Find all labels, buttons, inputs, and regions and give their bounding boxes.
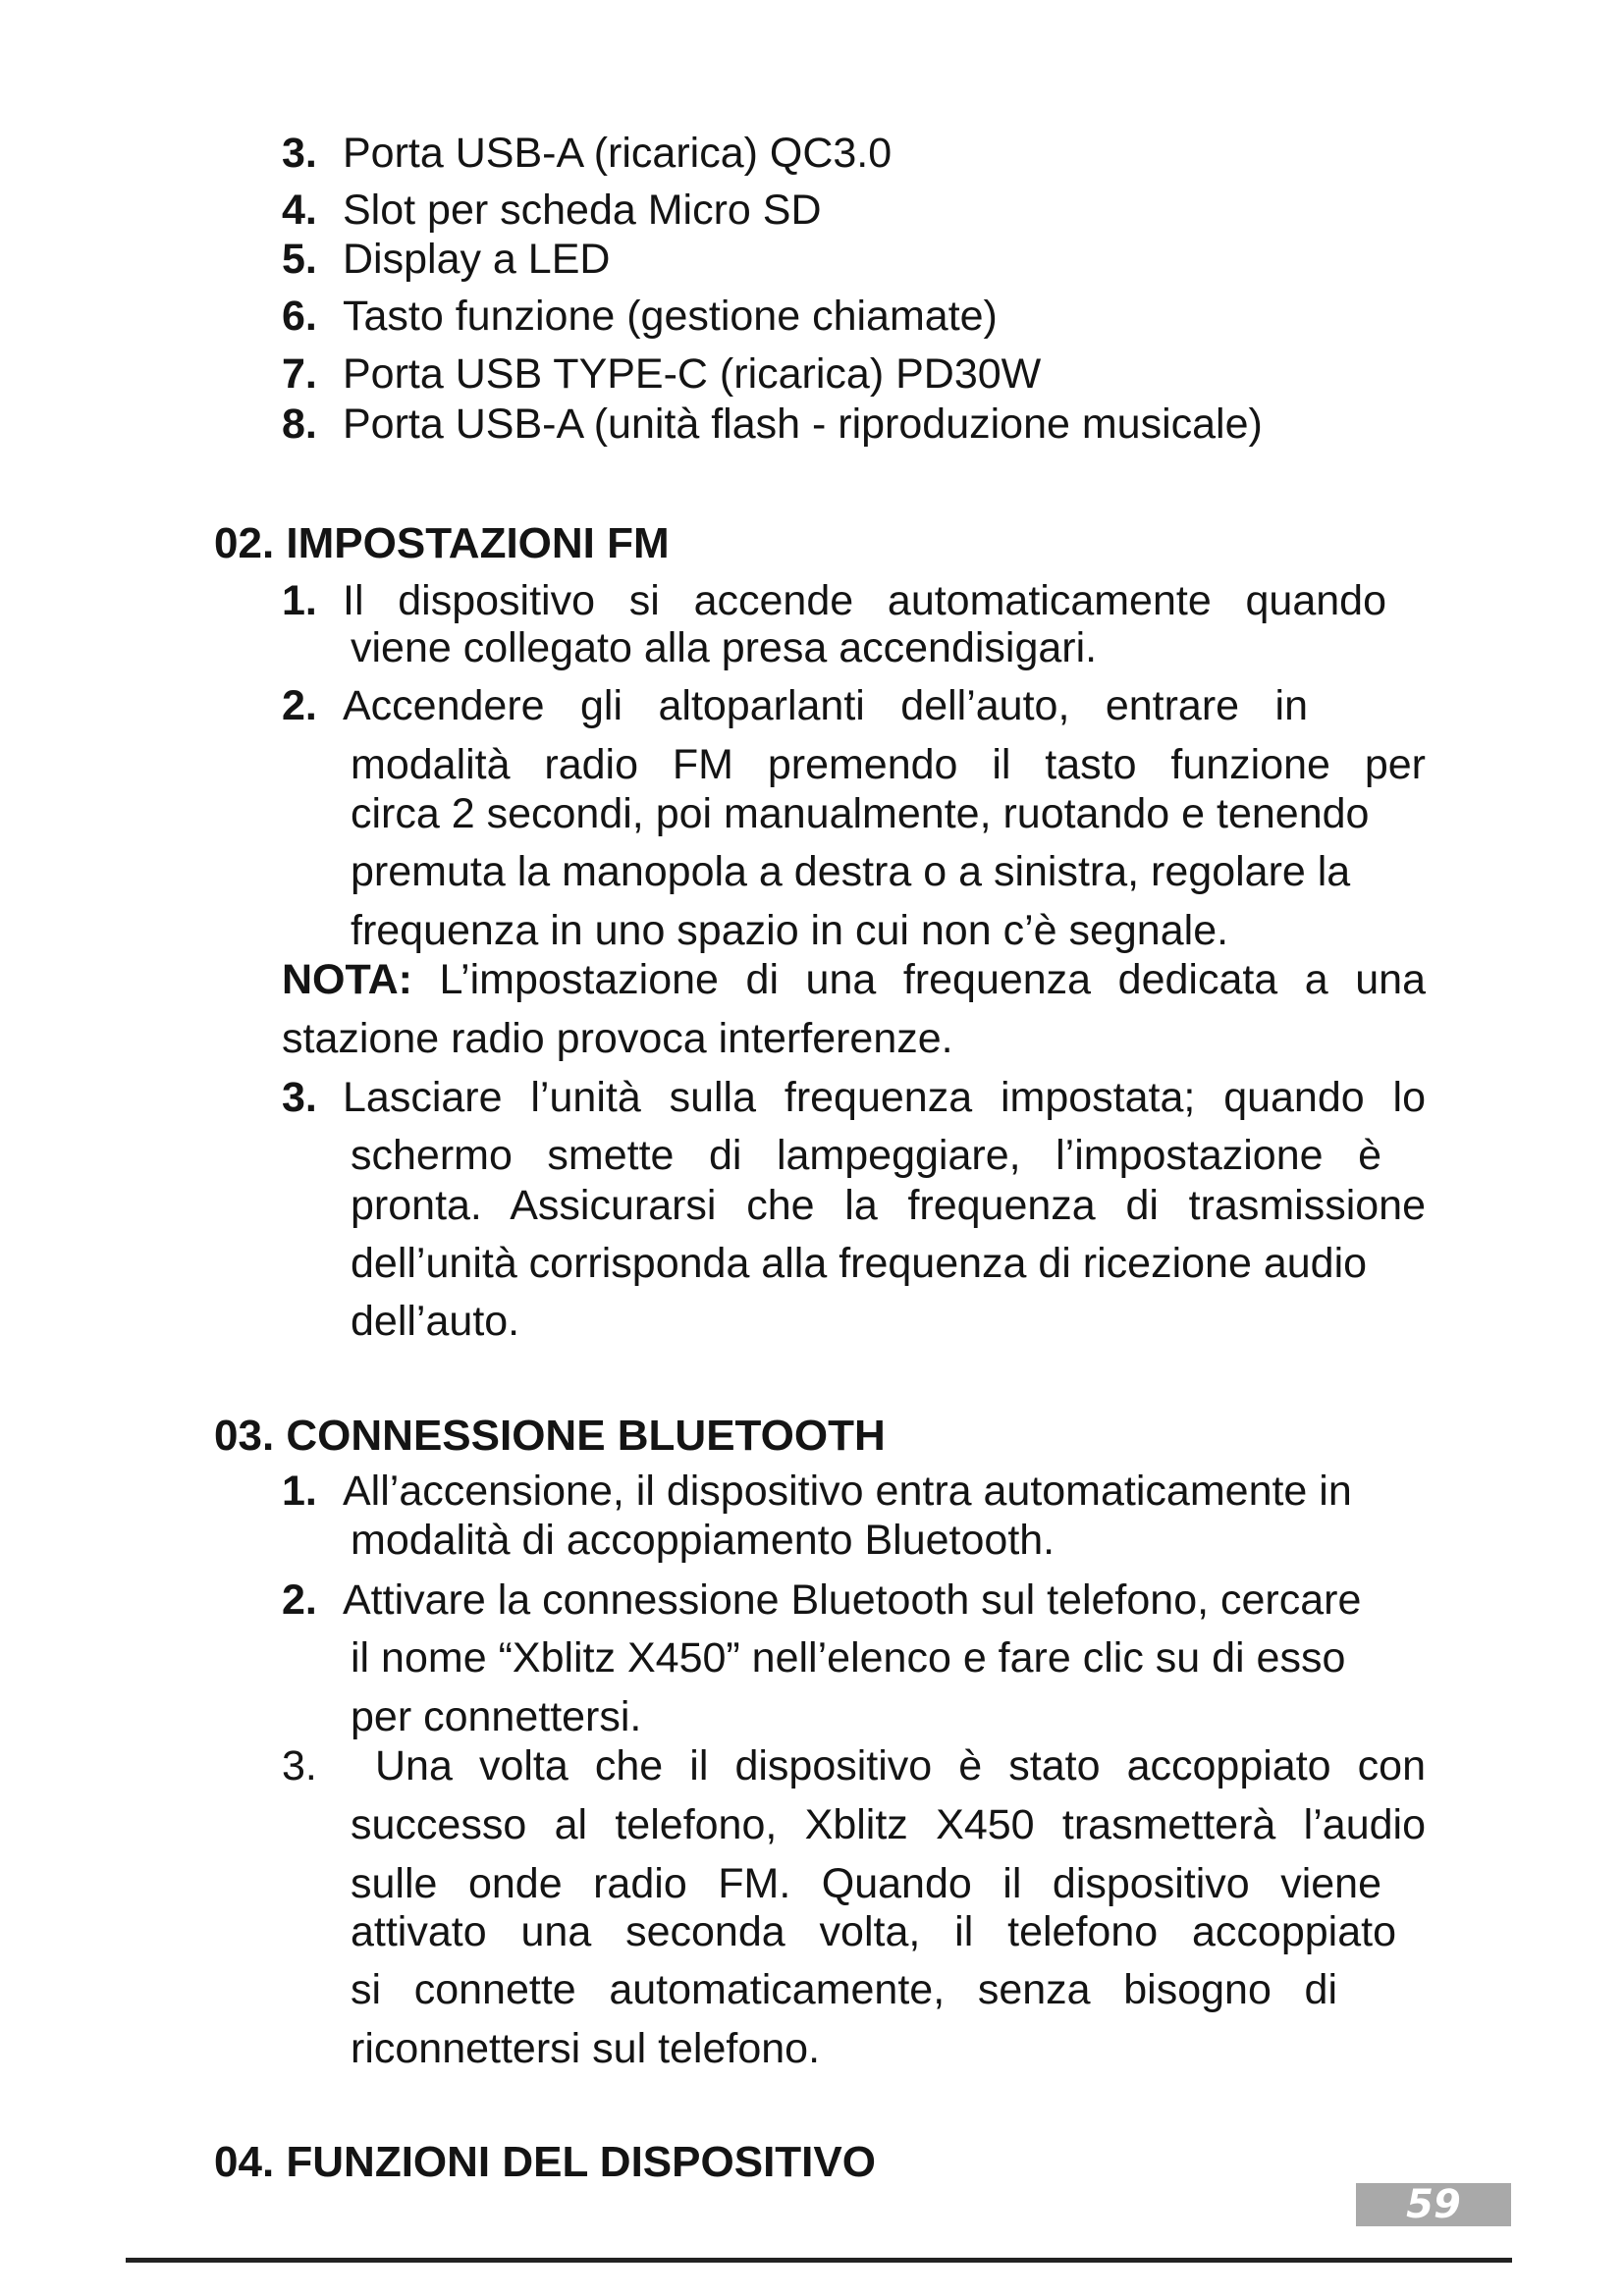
fm-item-2-line: 2. Accendere gli altoparlanti dell’auto, entrare in — [282, 682, 1308, 729]
fm-note-line: NOTA: L’impostazione di una frequenza dedicata a una — [282, 956, 1426, 1003]
bt-item-2-line: il nome “Xblitz X450” nell’elenco e fare clic su di esso — [351, 1634, 1346, 1682]
bt-item-3-number: 3. — [282, 1742, 317, 1789]
bt-item-1-line: modalità di accoppiamento Bluetooth. — [351, 1517, 1056, 1564]
bt-item-3-line: riconnettersi sul telefono. — [351, 2025, 821, 2072]
fm-item-3-line: dell’auto. — [351, 1298, 520, 1345]
bt-item-2-line: 2. Attivare la connessione Bluetooth sul telefono, cercare — [282, 1576, 1362, 1624]
fm-item-3-line: dell’unità corrisponda alla frequenza di ricezione audio — [351, 1240, 1368, 1287]
list-item: 8. Porta USB-A (unità flash - riproduzione musicale) — [282, 400, 1263, 448]
bt-item-3-line: sulle onde radio FM. Quando il dispositivo viene — [351, 1860, 1381, 1907]
section-heading-bluetooth: 03. CONNESSIONE BLUETOOTH — [214, 1412, 886, 1460]
page-number: 59 — [1356, 2183, 1511, 2226]
bt-item-1-line: 1. All’accensione, il dispositivo entra automaticamente in — [282, 1468, 1352, 1515]
bt-item-3-line: attivato una seconda volta, il telefono accoppiato — [351, 1908, 1396, 1955]
footer-rule — [126, 2258, 1512, 2263]
list-item: 4. Slot per scheda Micro SD — [282, 187, 822, 234]
fm-item-1-line: viene collegato alla presa accendisigari. — [351, 624, 1098, 671]
list-item: 5. Display a LED — [282, 236, 611, 283]
fm-item-2-line: frequenza in uno spazio in cui non c’è segnale. — [351, 907, 1229, 954]
section-heading-functions: 04. FUNZIONI DEL DISPOSITIVO — [214, 2138, 876, 2186]
bt-item-3-line: Una volta che il dispositivo è stato accoppiato con — [375, 1742, 1426, 1789]
fm-item-3-line: schermo smette di lampeggiare, l’impostazione è — [351, 1132, 1381, 1179]
list-item: 6. Tasto funzione (gestione chiamate) — [282, 293, 998, 340]
fm-item-1-line: 1. Il dispositivo si accende automaticamente quando — [282, 577, 1386, 624]
fm-note-line: stazione radio provoca interferenze. — [282, 1015, 953, 1062]
fm-item-3-line: 3. Lasciare l’unità sulla frequenza impostata; quando lo — [282, 1074, 1426, 1121]
bt-item-3-line: successo al telefono, Xblitz X450 trasmetterà l’audio — [351, 1801, 1426, 1848]
fm-item-3-line: pronta. Assicurarsi che la frequenza di trasmissione — [351, 1182, 1426, 1229]
fm-item-2-line: modalità radio FM premendo il tasto funzione per — [351, 741, 1426, 788]
list-item: 3. Porta USB-A (ricarica) QC3.0 — [282, 130, 893, 177]
fm-item-2-line: premuta la manopola a destra o a sinistra, regolare la — [351, 848, 1351, 895]
section-heading-fm: 02. IMPOSTAZIONI FM — [214, 519, 670, 567]
bt-item-2-line: per connettersi. — [351, 1693, 642, 1740]
bt-item-3-line: si connette automaticamente, senza bisogno di — [351, 1966, 1337, 2013]
fm-item-2-line: circa 2 secondi, poi manualmente, ruotando e tenendo — [351, 790, 1370, 837]
list-item: 7. Porta USB TYPE-C (ricarica) PD30W — [282, 350, 1042, 398]
